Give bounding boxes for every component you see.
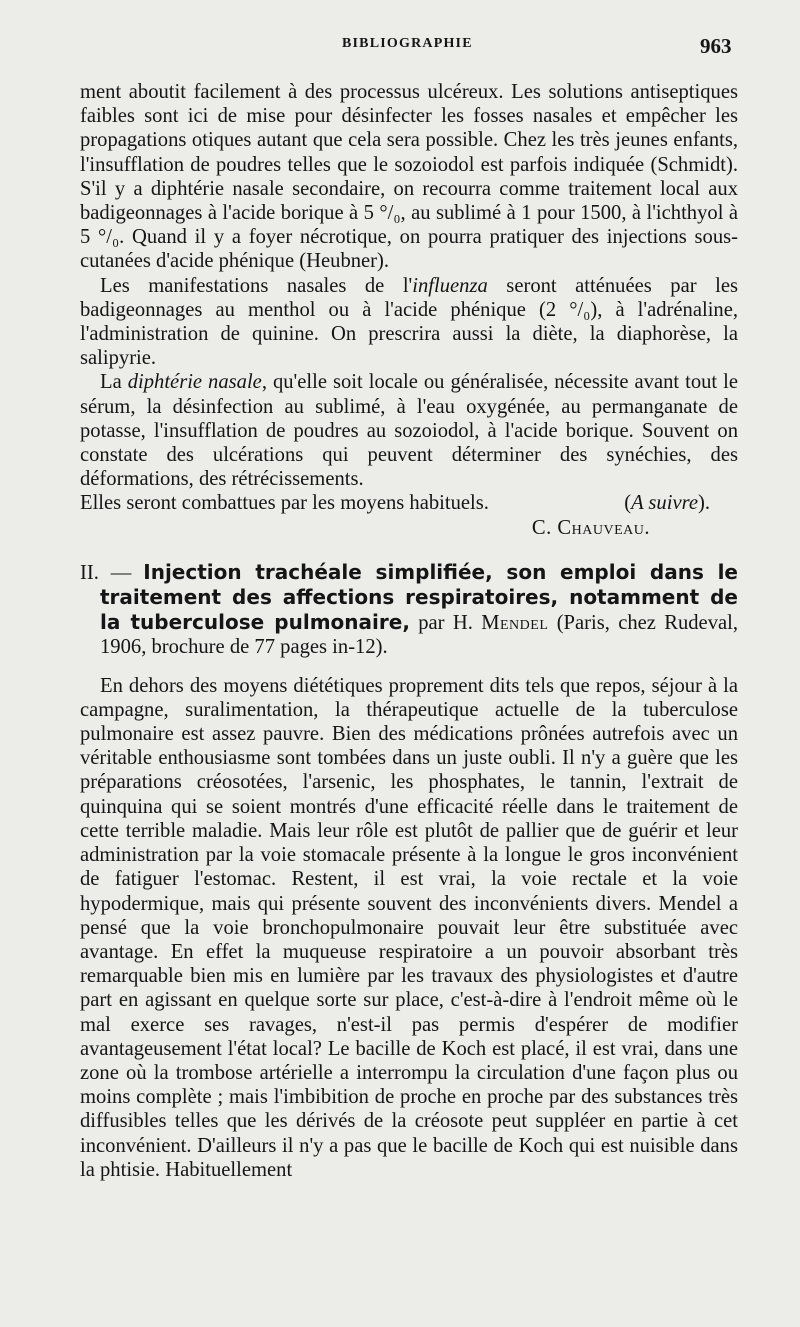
to-follow-label: A suivre: [631, 492, 698, 515]
page-number: 963: [700, 34, 732, 58]
text-run: Les manifestations nasales de l': [100, 274, 413, 297]
italic-term: diphtérie nasale: [127, 371, 262, 394]
section-numeral: II. —: [80, 561, 144, 584]
text-run: , qu'elle soit locale ou généralisée, nécessite avant tout le sérum, la désinfection au sublimé, à l'eau oxygénée, au permanganate de potasse, l'insufflation de poudres au sozoiodol, à l'acide borique. Souvent on constate des ulcérations qui peuvent déterminer des synéchies, des déformations, des rétrécissements.: [80, 371, 738, 491]
review-title: Injection trachéale simplifiée, son emploi dans le traitement des affections respiratoires, notamment de la tuberculose pulmonaire,: [100, 559, 738, 635]
italic-term: influenza: [412, 274, 488, 297]
paragraph-diphtheria: [80, 370, 738, 491]
running-head: [0, 34, 800, 64]
publication-info: (Paris, chez Rudeval, 1906, brochure de 77 pages in-12).: [100, 612, 739, 659]
signature-line: [80, 516, 738, 540]
closing-sentence: Elles seront combattues par les moyens habituels.: [80, 492, 489, 515]
page-body: [80, 80, 738, 1182]
review-author: Mendel: [481, 612, 549, 635]
review-heading: [80, 560, 738, 660]
closing-line: [80, 491, 738, 515]
running-title: BIBLIOGRAPHIE: [342, 36, 473, 51]
text-run: ).: [697, 492, 710, 515]
paragraph-influenza: [80, 274, 738, 371]
text-run: (: [624, 492, 632, 515]
author-signature: C. Chauveau.: [531, 516, 650, 539]
text-run: par H.: [409, 612, 482, 635]
to-follow-note: [624, 491, 738, 515]
text-run: La: [100, 371, 128, 394]
review-body: En dehors des moyens diététiques proprement dits tels que repos, séjour à la campagne, suralimentation, la thérapeutique actuelle de la tuberculose pulmonaire est assez pauvre. Bien des médications prônées autrefois avec un véritable enthousiasme sont tombées dans un juste oubli. Il n'y a guère que les préparations créosotées, l'arsenic, les phosphates, le tannin, l'extrait de quinquina qui se soient montrés d'une efficacité réelle dans le traitement de cette terrible maladie. Mais leur rôle est plutôt de pallier que de guérir et leur administration par la voie stomacale présente à la longue le gros inconvénient de fatiguer l'estomac. Restent, il est vrai, la voie rectale et la voie hypodermique, mais qui présente souvent des inconvénients divers. Mendel a pensé que la voie bronchopulmonaire pouvait leur être substituée avec avantage. En effet la muqueuse respiratoire a un pouvoir absorbant très remarquable bien mis en lumière par les travaux des physiologistes et d'autre part en agissant en quelque sorte sur place, c'est-à-dire à l'endroit même où le mal exerce ses ravages, n'est-il pas permis d'espérer de modifier avantageusement l'état local? Le bacille de Koch est placé, il est vrai, dans une zone où la trombose artérielle a interrompu la circulation d'une façon plus ou moins complète ; mais l'imbibition de proche en proche par des substances très diffusibles telles que les dérivés de la créosote peut suppléer en partie à cet inconvénient. D'ailleurs il n'y a pas que le bacille de Koch qui est nuisible dans la phtisie. Habituellement: [80, 674, 738, 1181]
review-section-ii: [80, 560, 738, 1182]
paragraph-continued: ment aboutit facilement à des processus ulcéreux. Les solutions antiseptiques faibles sont ici de mise pour désinfecter les fosses nasales et empêcher les propagations otiques autant que cela sera possible. Chez les très jeunes enfants, l'insufflation de poudres telles que le sozoiodol est parfois indiquée (Schmidt). S'il y a diphtérie nasale secondaire, on recourra comme traitement local aux badigeonnages à l'acide borique à 5 °/₀, au sublimé à 1 pour 1500, à l'ichthyol à 5 °/₀. Quand il y a foyer nécrotique, on pourra pratiquer des injections sous-cutanées d'acide phénique (Heubner).: [80, 81, 738, 273]
text-run: seront atténuées par les badigeonnages au menthol ou à l'acide phénique (2 °/₀), à l'adrénaline, l'administration de quinine. On prescrira aussi la diète, la diaphorèse, la salipyrie.: [80, 274, 738, 370]
